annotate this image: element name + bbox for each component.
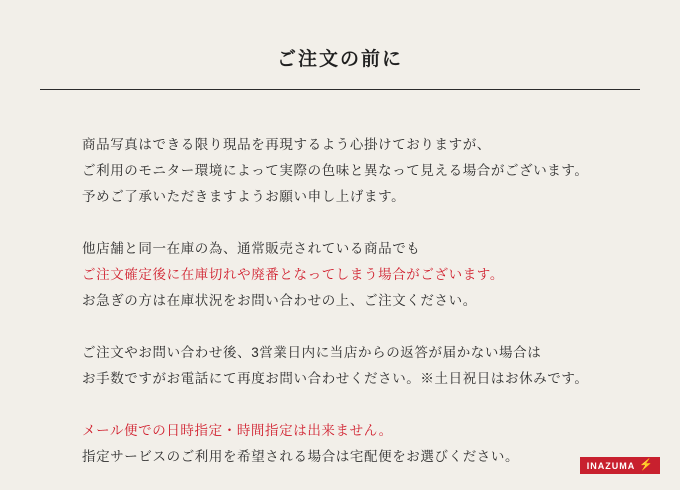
notice-line: お手数ですがお電話にて再度お問い合わせください。※土日祝日はお休みです。 xyxy=(82,371,589,386)
notice-line: 商品写真はできる限り現品を再現するよう心掛けておりますが、 xyxy=(82,137,491,152)
paragraph-1 xyxy=(82,132,602,210)
paragraph-4 xyxy=(82,418,602,470)
paragraph-2 xyxy=(82,236,602,314)
notice-line: 予めご了承いただきますようお願い申し上げます。 xyxy=(82,189,406,204)
notice-body xyxy=(82,132,602,470)
lightning-bolt-icon: ⚡ xyxy=(639,459,654,471)
notice-line: ご利用のモニター環境によって実際の色味と異なって見える場合がございます。 xyxy=(82,163,589,178)
title-divider xyxy=(40,89,640,90)
logo-text: INAZUMA xyxy=(586,460,636,471)
notice-line: お急ぎの方は在庫状況をお問い合わせの上、ご注文ください。 xyxy=(82,293,477,308)
paragraph-3 xyxy=(82,340,602,392)
notice-line: 他店舗と同一在庫の為、通常販売されている商品でも xyxy=(82,241,421,256)
notice-line: ご注文やお問い合わせ後、3営業日内に当店からの返答が届かない場合は xyxy=(82,345,542,360)
page-title: ご注文の前に xyxy=(276,49,403,70)
inazuma-logo xyxy=(580,457,660,474)
notice-line: 指定サービスのご利用を希望される場合は宅配便をお選びください。 xyxy=(82,449,520,464)
notice-line-accent: メール便での日時指定・時間指定は出来ません。 xyxy=(82,423,393,438)
notice-line-accent: ご注文確定後に在庫切れや廃番となってしまう場合がございます。 xyxy=(82,267,504,282)
